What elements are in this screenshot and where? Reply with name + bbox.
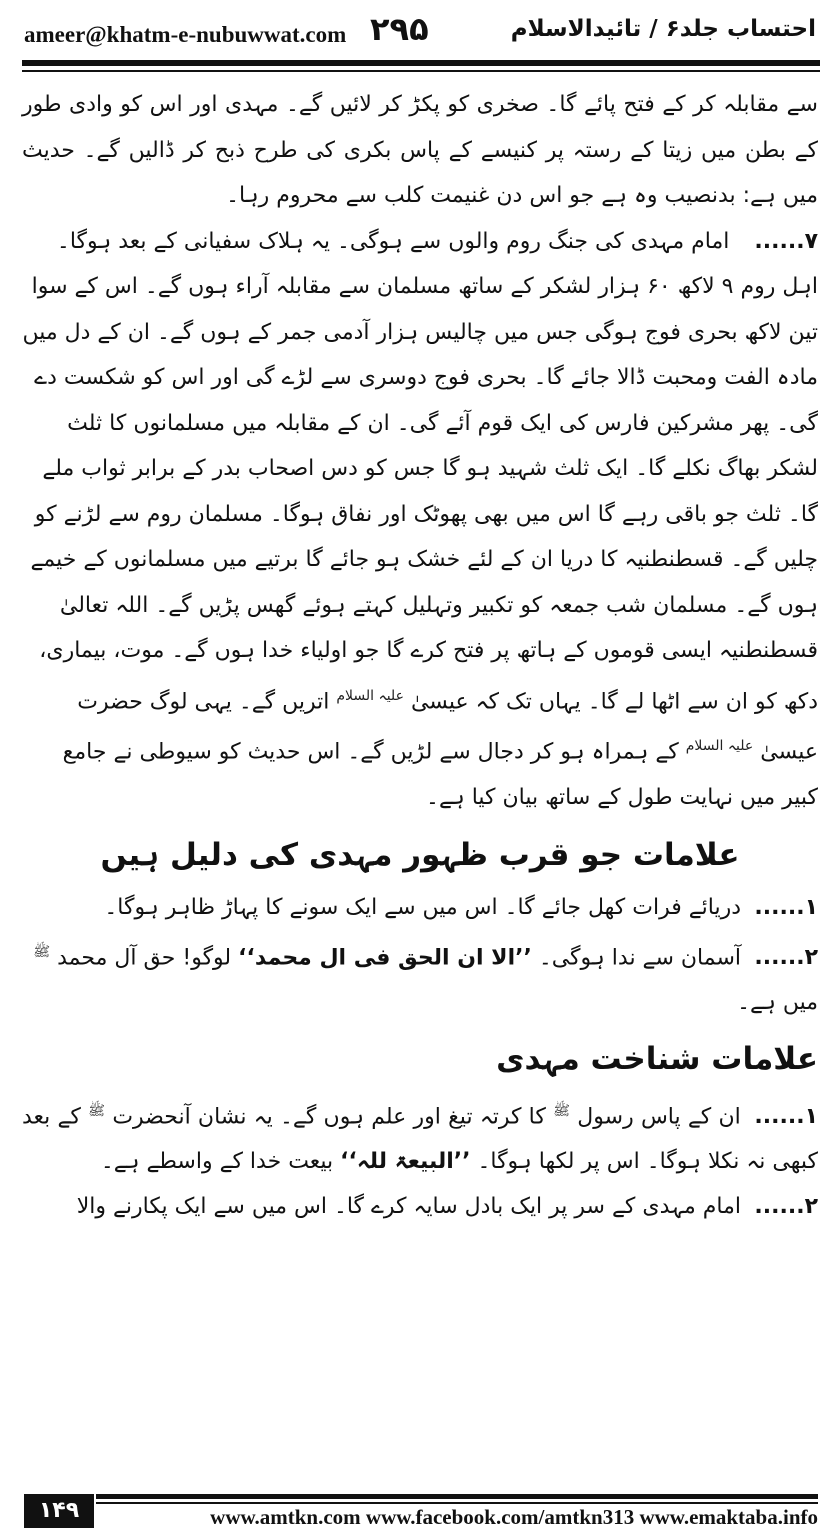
signs-item-2-text: آسمان سے ندا ہوگی۔	[538, 944, 741, 970]
signs-item-2-end: میں ہے۔	[737, 989, 818, 1015]
header-email: ameer@khatm-e-nubuwwat.com	[24, 22, 347, 47]
identification-item-1-post: کے بعد کبھی نہ نکلا ہوگا۔ اس پر لکھا ہوگا۔	[22, 1104, 818, 1175]
page-body	[22, 82, 818, 1229]
footer-page-number: ۱۴۹	[24, 1494, 94, 1528]
identification-item-1-end: بیعت خدا کے واسطے ہے۔	[100, 1149, 334, 1175]
honorific-saw-2: ﷺ	[553, 1102, 571, 1119]
footer-website-links: www.amtkn.com www.facebook.com/amtkn313 www.emaktaba.info	[210, 1505, 818, 1529]
honorific-alayhis-salam: علیہ السلام	[336, 687, 404, 704]
identification-item-2	[22, 1184, 818, 1229]
identification-item-1-arabic: ’’البیعۃ للہ‘‘	[340, 1149, 471, 1175]
signs-item-1	[22, 885, 818, 930]
header-rule-thick	[22, 60, 820, 66]
honorific-saw: ﷺ	[33, 943, 51, 960]
identification-item-1-number: ۱......	[754, 1104, 819, 1130]
identification-item-2-number: ۲......	[754, 1194, 818, 1220]
paragraph-2-number: ۷......	[754, 228, 818, 254]
honorific-alayhis-salam-2: علیہ السلام	[685, 738, 754, 755]
signs-item-2	[22, 930, 818, 1025]
identification-item-2-text: امام مہدی کے سر پر ایک بادل سایہ کرے گا۔ اس میں سے ایک پکارنے والا	[76, 1194, 741, 1220]
paragraph-2	[22, 219, 818, 821]
identification-item-1	[22, 1089, 818, 1184]
header-page-number: ۲۹۵	[370, 10, 429, 48]
header-rule-thin	[22, 70, 820, 72]
footer-rule-thick	[96, 1494, 818, 1499]
identification-item-1-pre: ان کے پاس رسول	[577, 1104, 741, 1130]
section-heading-signs: علامات جو قرب ظہور مہدی کی دلیل ہیں	[100, 836, 740, 873]
paragraph-2-continued: اتریں گے۔ یہی لوگ حضرت عیسیٰ	[77, 688, 818, 765]
signs-item-2-arabic: ’’الا ان الحق فی ال محمد‘‘	[238, 944, 532, 970]
signs-item-2-post: لوگو! حق آل محمد	[57, 944, 232, 970]
signs-item-2-number: ۲......	[754, 944, 818, 970]
page-footer	[0, 1488, 840, 1540]
signs-item-1-number: ۱......	[754, 894, 818, 920]
paragraph-1: سے مقابلہ کر کے فتح پائے گا۔ صخری کو پکڑ کر لائیں گے۔ مہدی اور اس کو وادی طور کے بطن میں زیتا کے رستہ پر کنیسے کے پاس بکری کی طرح ذبح کر ڈالیں گے۔ حدیث میں ہے: بدنصیب وہ ہے جو اس دن غنیمت کلب سے محروم رہا۔	[22, 92, 818, 208]
paragraph-2-end: کے ہمراہ ہو کر دجال سے لڑیں گے۔ اس حدیث کو سیوطی نے جامع کبیر میں نہایت طول کے ساتھ بیان کیا ہے۔	[62, 739, 818, 811]
page-header	[0, 0, 840, 62]
honorific-saw-3: ﷺ	[88, 1102, 106, 1119]
header-book-title: احتساب جلد۶ / تائیدالاسلام	[510, 16, 816, 42]
signs-item-1-text: دریائے فرات کھل جائے گا۔ اس میں سے ایک سونے کا پہاڑ ظاہر ہوگا۔	[104, 894, 741, 920]
section-heading-identification: علامات شناخت مہدی	[496, 1040, 818, 1077]
footer-rule-thin	[96, 1502, 818, 1504]
paragraph-2-text: امام مہدی کی جنگ روم والوں سے ہوگی۔ یہ ہلاک سفیانی کے بعد ہوگا۔ اہل روم ۹ لاکھ ۶۰ ہزار لشکر کے ساتھ مسلمان سے مقابلہ آراء ہوں گے۔ اس کے سوا تین لاکھ بحری فوج ہوگی جس میں چالیس ہزار آدمی جمر کے ہوں گے۔ ان کے دل میں مادہ الفت ومحبت ڈالا جائے گا۔ بحری فوج دوسری سے لڑے گی اور اس کو شکست دے گی۔ پھر مشرکین فارس کی ایک قوم آئے گی۔ ان کے مقابلہ میں مسلمانوں کا ثلث لشکر بھاگ نکلے گا۔ ایک ثلث شہید ہو گا جس کو دس اصحاب بدر کے برابر ثواب ملے گا۔ ثلث جو باقی رہے گا اس میں بھی پھوٹک اور نفاق ہوگا۔ مسلمان روم سے لڑنے کو چلیں گے۔ قسطنطنیہ کا دریا ان کے لئے خشک ہو جائے گا برتیے میں مسلمانوں کے خیمے ہوں گے۔ مسلمان شب جمعہ کو تکبیر وتہلیل کہتے ہوئے گھس پڑیں گے۔ اللہ تعالیٰ قسطنطنیہ ایسی قوموں کے ہاتھ پر فتح کرے گا جو اولیاء خدا ہوں گے۔ موت، بیماری، دکھ کو ان سے اٹھا لے گا۔ یہاں تک کہ عیسیٰ	[22, 228, 818, 714]
identification-item-1-mid: کا کرتہ تیغ اور علم ہوں گے۔ یہ نشان آنحضرت	[112, 1104, 546, 1130]
